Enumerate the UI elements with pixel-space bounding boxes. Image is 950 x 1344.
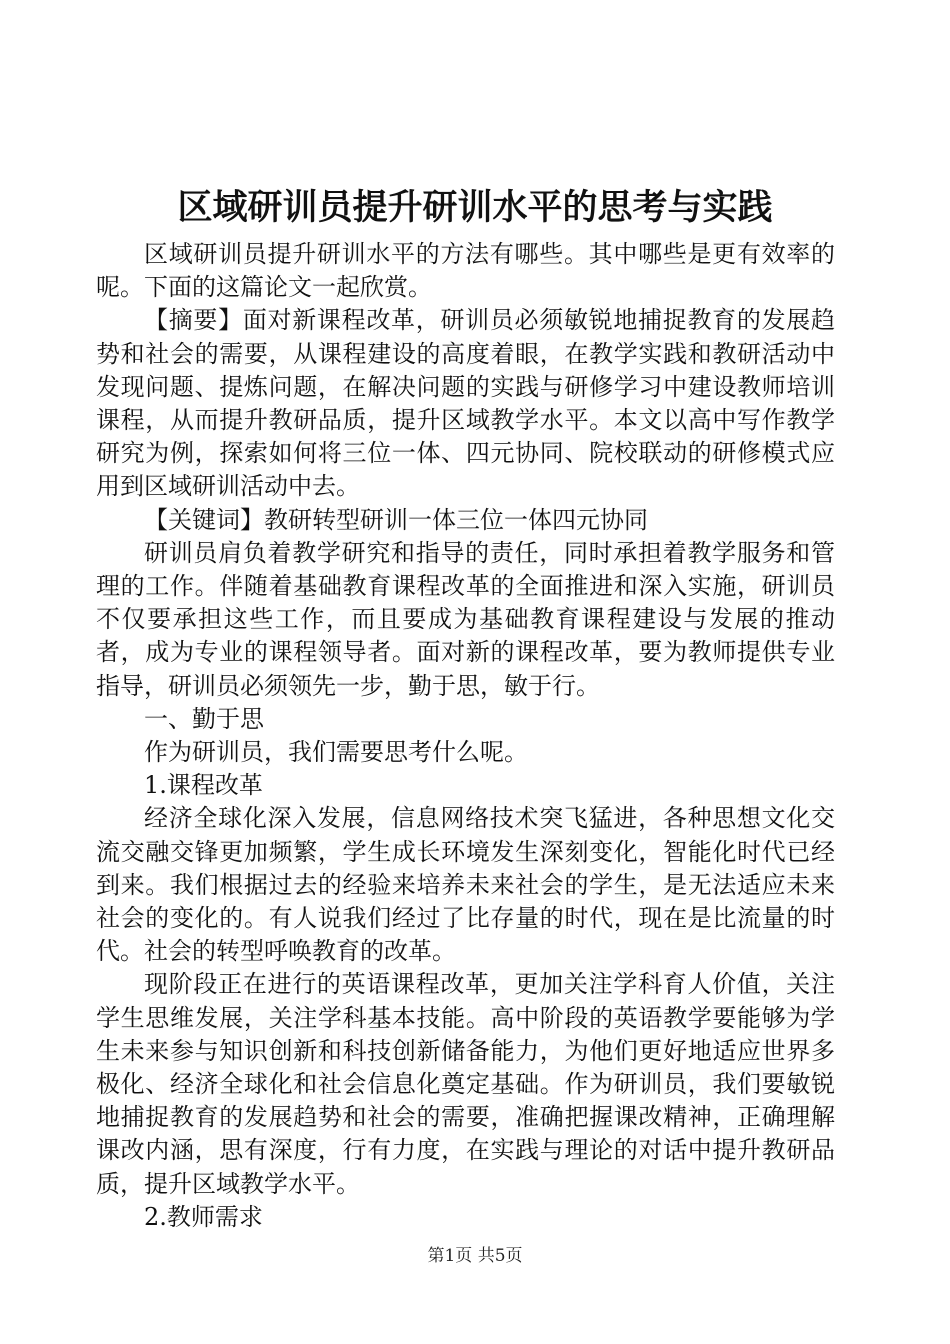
paragraph-body: 研训员肩负着教学研究和指导的责任，同时承担着教学服务和管理的工作。伴随着基础教育课程改革的全面推进和深入实施，研训员不仅要承担这些工作，而且要成为基础教育课程建设与发展的推动者，成为专业的课程领导者。面对新的课程改革，要为教师提供专业指导，研训员必须领先一步，勤于思，敏于行。 (96, 538, 835, 700)
paragraph-body: 现阶段正在进行的英语课程改革，更加关注学科育人价值，关注学生思维发展，关注学科基本技能。高中阶段的英语教学要能够为学生未来参与知识创新和科技创新储备能力，为他们更好地适应世界多极化、经济全球化和社会信息化奠定基础。作为研训员，我们要敏锐地捕捉教育的发展趋势和社会的需要，准确把握课改精神，正确理解课改内涵，思有深度，行有力度，在实践与理论的对话中提升教研品质，提升区域教学水平。 (96, 970, 835, 1198)
paragraph-intro: 区域研训员提升研训水平的方法有哪些。其中哪些是更有效率的呢。下面的这篇论文一起欣赏。 (96, 240, 835, 302)
document-title: 区域研训员提升研训水平的思考与实践 (177, 188, 773, 228)
document-body (96, 238, 835, 1234)
paragraph-keywords: 【关键词】教研转型研训一体三位一体四元协同 (144, 505, 648, 534)
paragraph-abstract: 【摘要】面对新课程改革，研训员必须敏锐地捕捉教育的发展趋势和社会的需要，从课程建设的高度着眼，在教学实践和教研活动中发现问题、提炼问题，在解决问题的实践与研修学习中建设教师培训课程，从而提升教研品质，提升区域教学水平。本文以高中写作教学研究为例，探索如何将三位一体、四元协同、院校联动的研修模式应用到区域研训活动中去。 (96, 306, 835, 501)
subsection-heading: 2.教师需求 (144, 1202, 263, 1231)
paragraph-body: 经济全球化深入发展，信息网络技术突飞猛进，各种思想文化交流交融交锋更加频繁，学生成长环境发生深刻变化，智能化时代已经到来。我们根据过去的经验来培养未来社会的学生，是无法适应未来社会的变化的。有人说我们经过了比存量的时代，现在是比流量的时代。社会的转型呼唤教育的改革。 (96, 804, 835, 966)
subsection-heading: 1.课程改革 (144, 771, 263, 800)
section-heading: 一、勤于思 (144, 704, 264, 733)
paragraph-body: 作为研训员，我们需要思考什么呢。 (144, 738, 528, 767)
page-footer: 第1页 共5页 (427, 1246, 523, 1266)
